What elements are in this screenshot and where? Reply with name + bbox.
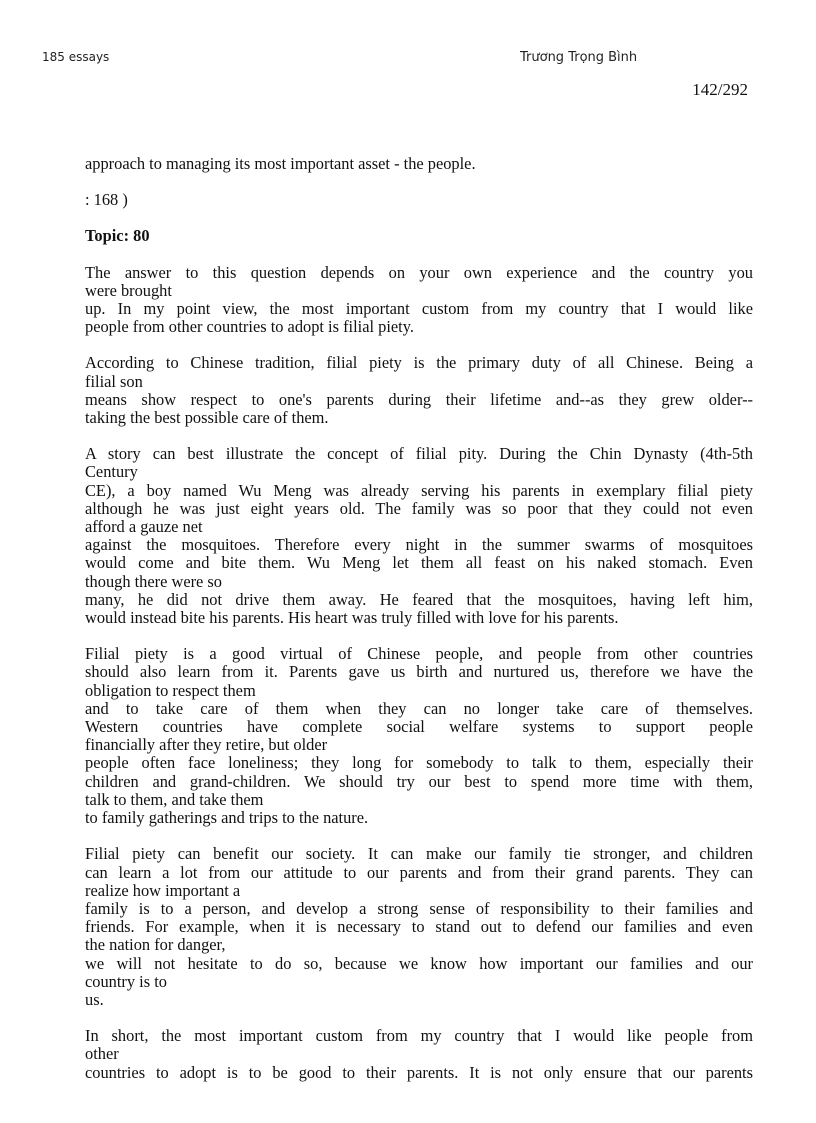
text-line: The answer to this question depends on your own experience and the country you bbox=[85, 262, 753, 282]
text-line: obligation to respect them bbox=[85, 680, 256, 700]
header-left: 185 essays bbox=[42, 50, 110, 64]
text-line: Filial piety is a good virtual of Chinese people, and people from other countries bbox=[85, 644, 753, 664]
text-line: to family gatherings and trips to the nature. bbox=[85, 808, 369, 828]
text-line: people from other countries to adopt is filial piety. bbox=[85, 317, 414, 337]
text-line: financially after they retire, but older bbox=[85, 735, 328, 755]
text-line: we will not hesitate to do so, because we know how important our families and our bbox=[85, 953, 753, 973]
text-line: Filial piety can benefit our society. It can make our family tie stronger, and children bbox=[85, 844, 753, 864]
text-line: friends. For example, when it is necessary to stand out to defend our families and even bbox=[85, 917, 753, 937]
text-line: talk to them, and take them bbox=[85, 789, 264, 809]
text-line: and to take care of them when they can no longer take care of themselves. bbox=[85, 698, 753, 718]
text-line: would come and bite them. Wu Meng let them all feast on his naked stomach. Even bbox=[85, 553, 753, 573]
intro-paragraph bbox=[85, 155, 753, 173]
header-author: Trương Trọng Bình bbox=[520, 50, 638, 65]
paragraph-1 bbox=[85, 264, 753, 337]
topic-heading bbox=[85, 227, 753, 245]
text-line: In short, the most important custom from my country that I would like people from bbox=[85, 1026, 753, 1046]
text-line: filial son bbox=[85, 371, 143, 391]
text-line: other bbox=[85, 1044, 119, 1064]
page-number: 142/292 bbox=[692, 80, 748, 99]
text-line: Western countries have complete social welfare systems to support people bbox=[85, 717, 753, 737]
text-line: Century bbox=[85, 462, 138, 482]
text-line: would instead bite his parents. His heart was truly filled with love for his parents. bbox=[85, 608, 619, 628]
text-line: were brought bbox=[85, 280, 172, 300]
text-line: means show respect to one's parents during their lifetime and--as they grew older-- bbox=[85, 389, 753, 409]
text-line: approach to managing its most important asset - the people. bbox=[85, 154, 476, 173]
text-line: countries to adopt is to be good to their parents. It is not only ensure that our parents bbox=[85, 1062, 753, 1082]
paragraph-5 bbox=[85, 845, 753, 1009]
text-line: us. bbox=[85, 989, 104, 1009]
text-line: can learn a lot from our attitude to our parents and from their grand parents. They can bbox=[85, 862, 753, 882]
topic-title: Topic: 80 bbox=[85, 226, 150, 246]
text-line: CE), a boy named Wu Meng was already serving his parents in exemplary filial piety bbox=[85, 480, 753, 500]
document-body bbox=[85, 155, 753, 1100]
text-line: should also learn from it. Parents gave us birth and nurtured us, therefore we have the bbox=[85, 662, 753, 682]
text-line: though there were so bbox=[85, 571, 222, 591]
text-line: country is to bbox=[85, 971, 167, 991]
paragraph-3 bbox=[85, 445, 753, 627]
text-line: taking the best possible care of them. bbox=[85, 408, 329, 428]
text-line: people often face loneliness; they long for somebody to talk to them, especially their bbox=[85, 753, 753, 773]
paragraph-6 bbox=[85, 1027, 753, 1082]
text-line: the nation for danger, bbox=[85, 935, 226, 955]
count-paragraph bbox=[85, 191, 753, 209]
paragraph-2 bbox=[85, 354, 753, 427]
text-line: against the mosquitoes. Therefore every night in the summer swarms of mosquitoes bbox=[85, 535, 753, 555]
text-line: A story can best illustrate the concept of filial pity. During the Chin Dynasty (4th-5th bbox=[85, 444, 753, 464]
text-line: although he was just eight years old. The family was so poor that they could not even bbox=[85, 498, 753, 518]
text-line: family is to a person, and develop a strong sense of responsibility to their families and bbox=[85, 898, 753, 918]
text-line: According to Chinese tradition, filial piety is the primary duty of all Chinese. Being a bbox=[85, 353, 753, 373]
text-line: many, he did not drive them away. He feared that the mosquitoes, having left him, bbox=[85, 589, 753, 609]
text-line: afford a gauze net bbox=[85, 517, 203, 537]
paragraph-4 bbox=[85, 645, 753, 827]
text-line: children and grand-children. We should try our best to spend more time with them, bbox=[85, 771, 753, 791]
text-line: : 168 ) bbox=[85, 190, 128, 210]
text-line: realize how important a bbox=[85, 880, 241, 900]
text-line: up. In my point view, the most important custom from my country that I would like bbox=[85, 299, 753, 319]
